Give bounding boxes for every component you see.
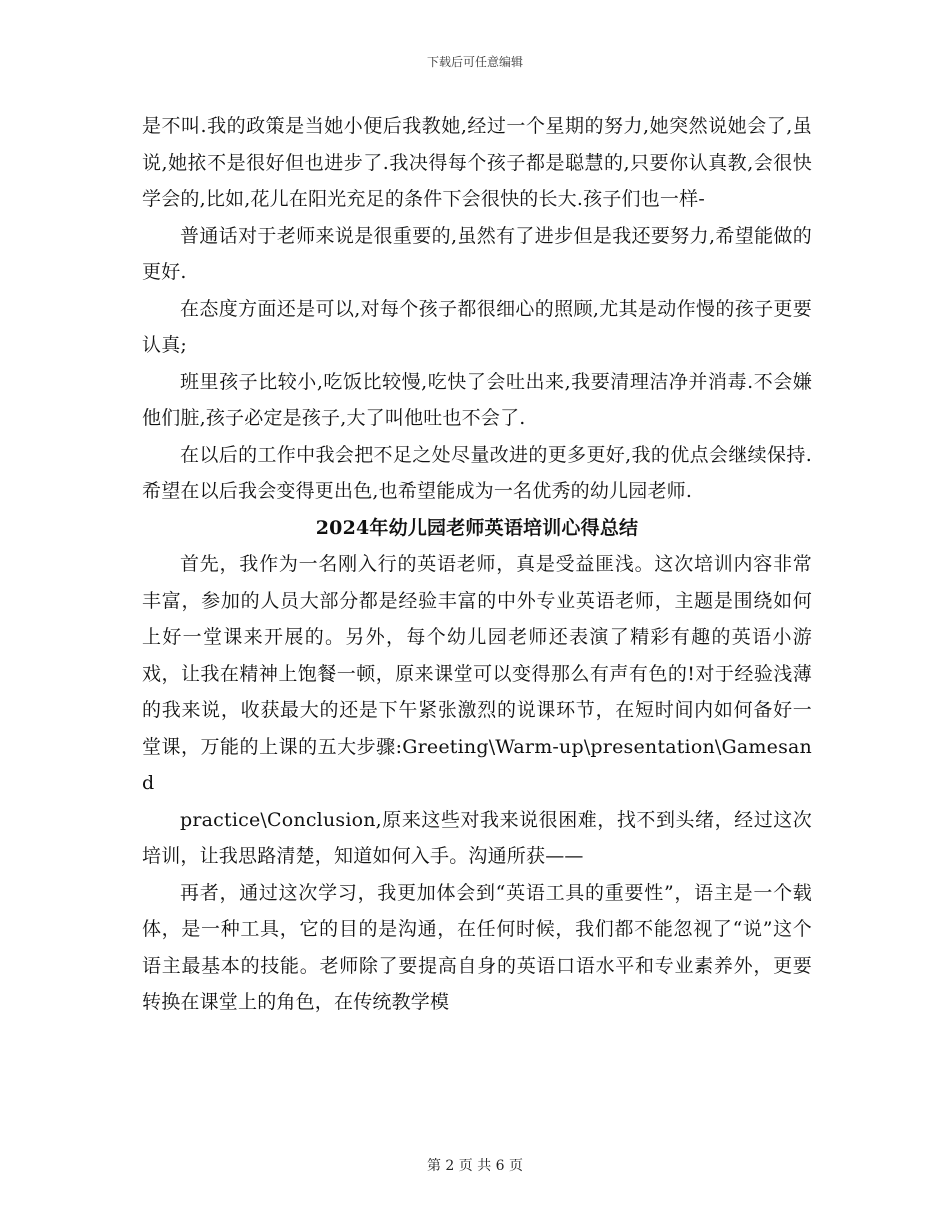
paragraph: 是不叫.我的政策是当她小便后我教她,经过一个星期的努力,她突然说她会了,虽说,她挔不是很好但也进步了.我决得每个孩子都是聪慧的,只要你认真教,会很快学会的,比如,花儿在阳光充足的条件下会很快的长大.孩子们也一样- bbox=[142, 115, 812, 210]
paragraph: 在态度方面还是可以,对每个孩子都很细心的照顾,尤其是动作慢的孩子更要认真; bbox=[142, 297, 812, 356]
paragraph: 首先，我作为一名刚入行的英语老师，真是受益匪浅。这次培训内容非常丰富，参加的人员大部分都是经验丰富的中外专业英语老师，主题是围绕如何上好一堂课来开展的。另外，每个幼儿园老师还表演了精彩有趣的英语小游戏，让我在精神上饱餐一顿，原来课堂可以变得那么有声有色的!对于经验浅薄的我来说，收获最大的还是下午紧张激烈的说课环节，在短时间内如何备好一堂课，万能的上课的五大步骤:Greeting\Warm-up\presentation\Gamesand bbox=[142, 553, 812, 794]
section-title: 2024年幼儿园老师英语培训心得总结 bbox=[315, 516, 639, 539]
page-header-note: 下载后可任意编辑 bbox=[426, 55, 523, 69]
paragraph: 班里孩子比较小,吃饭比较慢,吃快了会吐出来,我要清理洁净并消毒.不会嫌他们脏,孩子必定是孩子,大了叫他吐也不会了. bbox=[142, 370, 812, 429]
paragraph: 普通话对于老师来说是很重要的,虽然有了进步但是我还要努力,希望能做的更好. bbox=[142, 224, 812, 283]
page-indicator: 第 2 页 共 6 页 bbox=[426, 1158, 524, 1174]
paragraph: 再者，通过这次学习，我更加体会到“英语工具的重要性”，语主是一个载体，是一种工具，它的目的是沟通，在任何时候，我们都不能忽视了“说”这个语主最基本的技能。老师除了要提高自身的英语口语水平和专业素养外，更要转换在课堂上的角色，在传统教学模 bbox=[142, 881, 812, 1013]
document-body bbox=[142, 108, 812, 1021]
paragraph: 在以后的工作中我会把不足之处尽量改进的更多更好,我的优点会继续保持.希望在以后我会变得更出色,也希望能成为一名优秀的幼儿园老师. bbox=[142, 443, 812, 502]
paragraph: practice\Conclusion,原来这些对我来说很困难，找不到头绪，经过这次培训，让我思路清楚，知道如何入手。沟通所获—— bbox=[142, 808, 812, 867]
